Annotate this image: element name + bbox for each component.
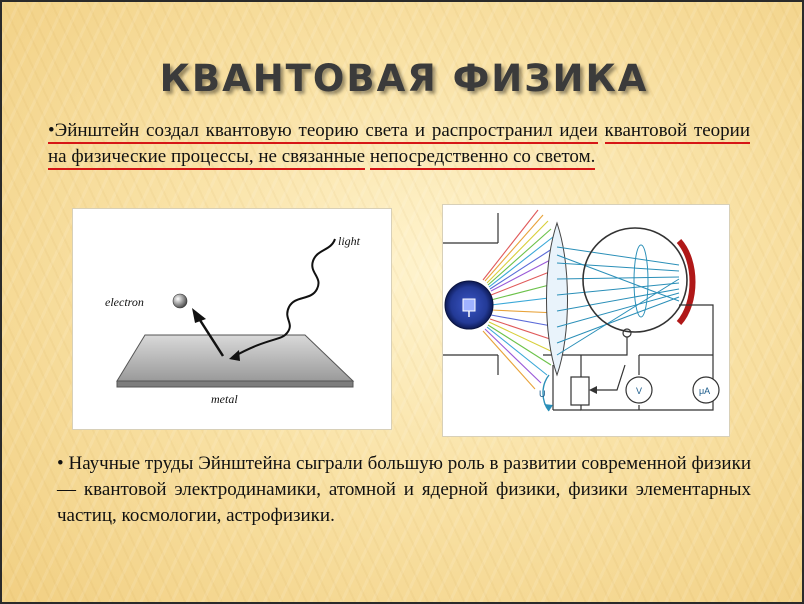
- intro-line-3: непосредственно со светом.: [370, 146, 596, 170]
- voltage-arrowhead: [544, 404, 553, 411]
- metal-plate-edge: [117, 381, 353, 387]
- electron-label: electron: [105, 295, 144, 309]
- cathode-plate: [679, 241, 693, 323]
- intro-paragraph: [48, 118, 750, 170]
- spectral-rays: [483, 210, 557, 389]
- conclusion-paragraph: [57, 451, 751, 529]
- electron-arrowhead: [192, 308, 206, 323]
- intro-line-1: [48, 120, 598, 144]
- slide-title: КВАНТОВАЯ ФИЗИКА: [159, 57, 649, 100]
- anode-ring: [634, 245, 648, 317]
- conclusion-text: Научные труды Эйнштейна сыграли большую роль в развитии современной физики — квантовой электродинамики, атомной и ядерной физики, физики элементарных частиц, космологии, астрофизики.: [57, 453, 751, 526]
- anode-terminal: [623, 329, 631, 337]
- parallel-beams: [557, 247, 679, 355]
- intro-line-2: квантовой теории на физические процессы, не связанные: [48, 120, 750, 170]
- bulb-filament: [463, 299, 475, 311]
- vacuum-tube: [583, 228, 687, 332]
- intro-line-1-text: Эйнштейн создал квантовую теорию света и распространил идеи: [54, 120, 598, 141]
- electron-ball: [173, 294, 187, 308]
- metal-label: metal: [211, 392, 238, 406]
- bullet: •: [48, 120, 55, 141]
- photoeffect-diagram: [72, 208, 392, 430]
- rheostat-slider: [589, 386, 597, 394]
- rheostat: [571, 377, 589, 405]
- voltmeter-label: V: [636, 386, 643, 396]
- apparatus-svg: [443, 205, 729, 436]
- apparatus-diagram: [442, 204, 730, 437]
- lens: [547, 223, 568, 375]
- light-label: light: [338, 234, 361, 248]
- photoeffect-svg: [73, 209, 391, 429]
- voltage-label: U: [539, 389, 546, 399]
- bullet: •: [57, 453, 64, 474]
- ammeter-label: μA: [699, 386, 711, 396]
